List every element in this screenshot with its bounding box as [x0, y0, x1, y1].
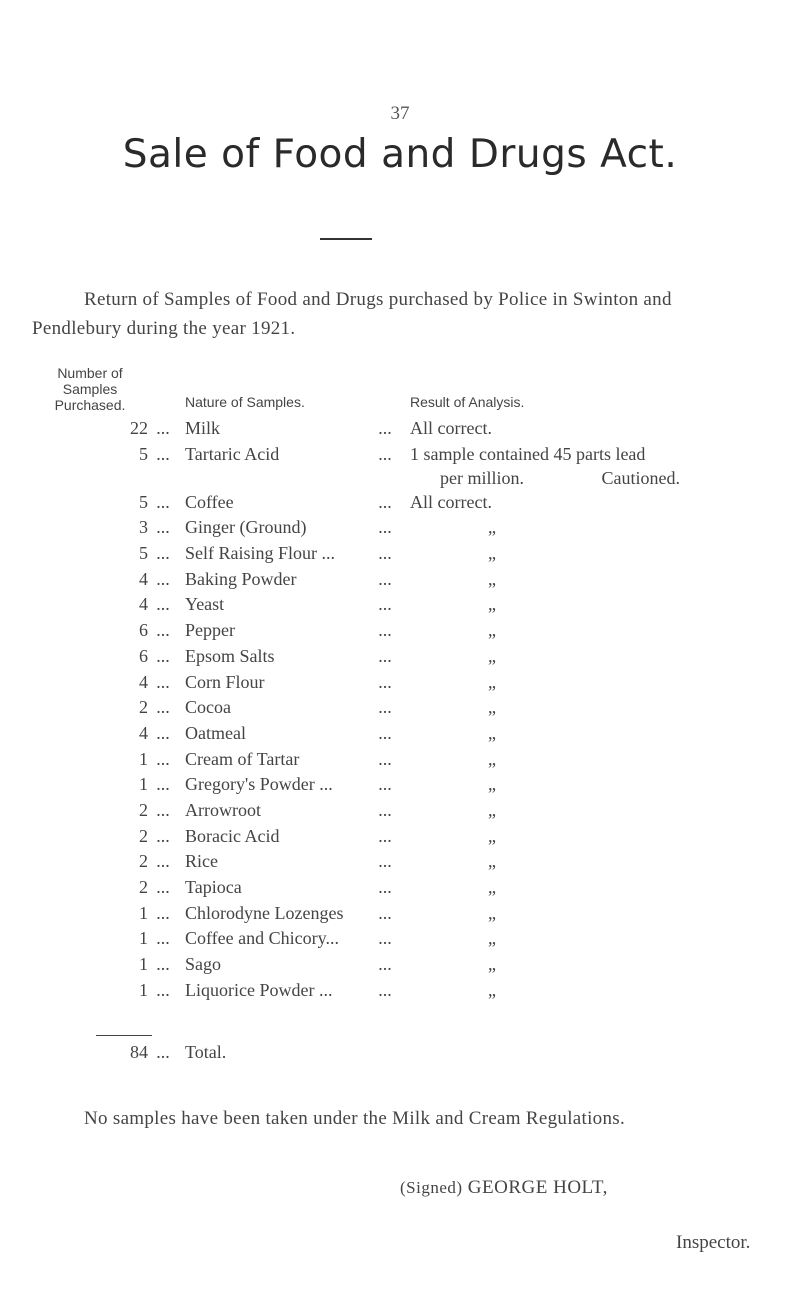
leader-dots: ...	[156, 851, 170, 872]
sample-nature: Tapioca	[185, 877, 242, 897]
sample-count: 2	[139, 877, 148, 897]
table-row	[0, 569, 800, 595]
leader-dots: ...	[156, 543, 170, 564]
sample-count: 1	[139, 774, 148, 795]
analysis-result: „	[488, 928, 496, 949]
table-row	[0, 672, 800, 698]
analysis-result: „	[488, 774, 496, 795]
sample-count: 4	[139, 568, 148, 589]
leader-dots: ...	[156, 902, 170, 923]
leader-dots: ...	[156, 418, 170, 438]
page-title: Sale of Food and Drugs Act.	[122, 132, 678, 177]
total-row	[0, 1042, 800, 1068]
sample-nature: Cocoa	[185, 697, 231, 718]
total-label: Total.	[185, 1042, 227, 1062]
table-row	[0, 928, 800, 954]
leader-dots: ...	[156, 443, 170, 464]
leader-dots: ...	[378, 877, 392, 897]
table-row	[0, 723, 800, 749]
leader-dots: ...	[156, 877, 170, 897]
leader-dots: ...	[156, 517, 170, 538]
column-header-count: Number of Samples Purchased.	[54, 365, 126, 413]
leader-dots: ...	[156, 954, 170, 975]
sample-nature: Tartaric Acid	[185, 443, 280, 464]
signature-line	[400, 1177, 608, 1199]
analysis-result: „	[488, 645, 496, 666]
sample-count: 1	[139, 902, 148, 923]
table-row	[0, 749, 800, 775]
leader-dots: ...	[156, 825, 170, 846]
table-row	[0, 646, 800, 672]
table-row	[0, 954, 800, 980]
leader-dots: ...	[378, 928, 392, 949]
sample-nature: Corn Flour	[185, 671, 265, 692]
sample-count: 22	[130, 418, 148, 438]
sample-nature: Ginger (Ground)	[185, 517, 307, 538]
leader-dots: ...	[378, 671, 392, 692]
sample-nature: Epsom Salts	[185, 645, 275, 666]
sample-nature: Rice	[185, 851, 218, 872]
analysis-result: „	[488, 594, 496, 615]
leader-dots: ...	[156, 645, 170, 666]
column-header-nature: Nature of Samples.	[185, 394, 305, 410]
total-divider	[96, 1035, 152, 1036]
table-row	[0, 543, 800, 569]
sample-count: 3	[139, 517, 148, 538]
sample-count: 1	[139, 928, 148, 949]
analysis-result: „	[488, 825, 496, 846]
table-row	[0, 697, 800, 723]
sample-nature: Arrowroot	[185, 799, 261, 820]
samples-table	[0, 418, 800, 1005]
leader-dots: ...	[378, 722, 392, 743]
leader-dots: ...	[156, 594, 170, 615]
leader-dots: ...	[378, 443, 392, 464]
leader-dots: ...	[378, 645, 392, 666]
analysis-result: 1 sample contained 45 parts lead	[410, 443, 646, 464]
leader-dots: ...	[378, 748, 392, 769]
analysis-result: „	[488, 620, 496, 641]
sample-nature: Pepper	[185, 620, 235, 641]
sample-nature: Self Raising Flour ...	[185, 543, 336, 564]
table-row	[0, 620, 800, 646]
table-row	[0, 594, 800, 620]
column-header-result: Result of Analysis.	[410, 394, 525, 410]
leader-dots: ...	[156, 1042, 170, 1062]
table-row	[0, 444, 800, 492]
sample-nature: Milk	[185, 418, 221, 438]
sample-nature: Cream of Tartar	[185, 748, 300, 769]
leader-dots: ...	[378, 697, 392, 718]
sample-nature: Yeast	[185, 594, 225, 615]
leader-dots: ...	[156, 928, 170, 949]
table-row	[0, 418, 800, 444]
leader-dots: ...	[156, 568, 170, 589]
table-row	[0, 903, 800, 929]
sample-nature: Gregory's Powder ...	[185, 774, 333, 795]
leader-dots: ...	[378, 799, 392, 820]
analysis-result: „	[488, 568, 496, 589]
sample-count: 1	[139, 979, 148, 1000]
leader-dots: ...	[378, 979, 392, 1000]
sample-count: 5	[139, 491, 148, 512]
analysis-result: „	[488, 697, 496, 718]
sample-count: 6	[139, 620, 148, 641]
table-row	[0, 826, 800, 852]
analysis-result: „	[488, 902, 496, 923]
leader-dots: ...	[156, 671, 170, 692]
analysis-result-line2: per million.	[440, 467, 524, 488]
leader-dots: ...	[378, 774, 392, 795]
sample-count: 2	[139, 799, 148, 820]
leader-dots: ...	[378, 418, 392, 438]
leader-dots: ...	[378, 902, 392, 923]
leader-dots: ...	[156, 979, 170, 1000]
leader-dots: ...	[378, 825, 392, 846]
sample-count: 2	[139, 851, 148, 872]
sample-count: 2	[139, 697, 148, 718]
leader-dots: ...	[156, 491, 170, 512]
sample-count: 4	[139, 671, 148, 692]
leader-dots: ...	[378, 517, 392, 538]
analysis-result: „	[488, 517, 496, 538]
leader-dots: ...	[378, 491, 392, 512]
analysis-result: „	[488, 722, 496, 743]
leader-dots: ...	[156, 774, 170, 795]
leader-dots: ...	[378, 543, 392, 564]
leader-dots: ...	[156, 799, 170, 820]
analysis-result: All correct.	[410, 418, 492, 438]
leader-dots: ...	[378, 954, 392, 975]
sample-nature: Baking Powder	[185, 568, 297, 589]
leader-dots: ...	[156, 748, 170, 769]
total-count: 84	[130, 1042, 148, 1062]
leader-dots: ...	[156, 620, 170, 641]
sample-count: 5	[139, 543, 148, 564]
leader-dots: ...	[378, 620, 392, 641]
sample-nature: Coffee and Chicory...	[185, 928, 339, 949]
table-row	[0, 980, 800, 1006]
sample-nature: Chlorodyne Lozenges	[185, 902, 344, 923]
analysis-result: „	[488, 979, 496, 1000]
analysis-result-continued	[440, 468, 680, 489]
analysis-result: „	[488, 799, 496, 820]
analysis-result-action: Cautioned.	[601, 467, 680, 488]
analysis-result: „	[488, 877, 496, 897]
sample-count: 5	[139, 443, 148, 464]
sample-nature: Boracic Acid	[185, 825, 280, 846]
analysis-result: „	[488, 851, 496, 872]
leader-dots: ...	[156, 697, 170, 718]
analysis-result: All correct.	[410, 491, 492, 512]
signed-prefix: (Signed)	[400, 1178, 463, 1197]
analysis-result: „	[488, 748, 496, 769]
sample-count: 1	[139, 954, 148, 975]
table-row	[0, 774, 800, 800]
signatory-name: GEORGE HOLT,	[467, 1177, 608, 1198]
sample-nature: Liquorice Powder ...	[185, 979, 333, 1000]
sample-nature: Oatmeal	[185, 722, 246, 743]
sample-count: 1	[139, 748, 148, 769]
table-row	[0, 851, 800, 877]
analysis-result: „	[488, 543, 496, 564]
sample-count: 6	[139, 645, 148, 666]
sample-nature: Sago	[185, 954, 221, 975]
signatory-role: Inspector.	[676, 1232, 751, 1253]
analysis-result: „	[488, 954, 496, 975]
leader-dots: ...	[378, 568, 392, 589]
page-number: 37	[390, 103, 410, 124]
table-row	[0, 800, 800, 826]
table-row	[0, 492, 800, 518]
note-paragraph: No samples have been taken under the Milk and Cream Regulations.	[84, 1108, 626, 1129]
leader-dots: ...	[378, 851, 392, 872]
leader-dots: ...	[378, 594, 392, 615]
sample-nature: Coffee	[185, 491, 234, 512]
leader-dots: ...	[156, 722, 170, 743]
sample-count: 2	[139, 825, 148, 846]
sample-count: 4	[139, 722, 148, 743]
sample-count: 4	[139, 594, 148, 615]
analysis-result: „	[488, 671, 496, 692]
intro-paragraph: Return of Samples of Food and Drugs purchased by Police in Swinton and Pendlebury during the year 1921.	[32, 289, 672, 339]
table-row	[0, 877, 800, 903]
table-row	[0, 517, 800, 543]
title-divider	[320, 238, 372, 240]
